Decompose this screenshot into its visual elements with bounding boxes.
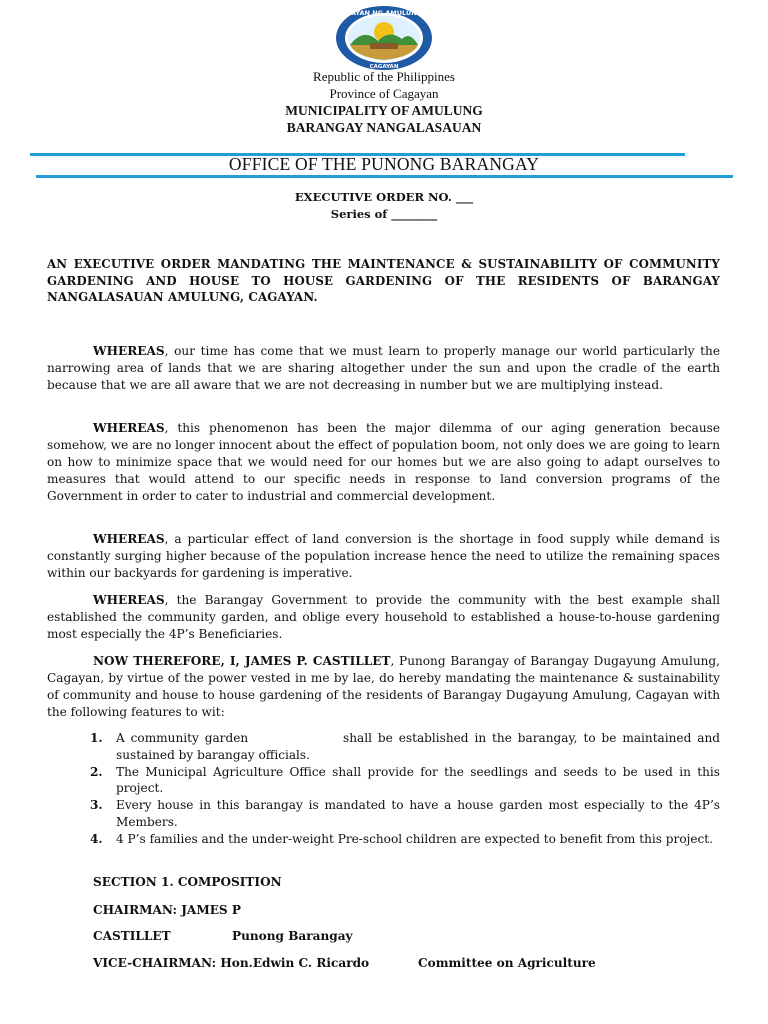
executive-order-title: AN EXECUTIVE ORDER MANDATING THE MAINTENANCE & SUSTAINABILITY OF COMMUNITY GARDENING AND HOUSE TO HOUSE GARDENING OF THE RESIDENTS OF BARANGAY NANGALASAUAN AMULUNG, CAGAYAN. bbox=[47, 257, 720, 304]
seal-top-text: BAYAN NG AMULUNG bbox=[346, 9, 422, 17]
list-number: 1. bbox=[90, 731, 103, 745]
features-list bbox=[90, 730, 724, 848]
seal-bottom-text: CAGAYAN bbox=[369, 64, 399, 70]
paragraph-text: , a particular effect of land conversion is the shortage in food supply while demand is constantly surging higher because of the population increase hence the need to utilize the remaining spaces within our backyards for gardening is imperative. bbox=[47, 532, 720, 580]
section-heading: SECTION 1. COMPOSITION bbox=[93, 875, 282, 889]
paragraph-lead: WHEREAS bbox=[93, 532, 165, 546]
paragraph-lead: WHEREAS bbox=[93, 421, 165, 435]
chairman-line: CHAIRMAN: JAMES P bbox=[93, 903, 241, 917]
list-text: 4 P’s families and the under-weight Pre-school children are expected to benefit from this project. bbox=[116, 831, 713, 846]
list-number: 3. bbox=[90, 798, 103, 813]
whereas-paragraph-2 bbox=[47, 420, 720, 505]
list-text: A community garden shall be established in the barangay, to be maintained and sustained by barangay officials. bbox=[116, 731, 724, 762]
list-item bbox=[90, 797, 720, 831]
list-item bbox=[90, 764, 720, 798]
letterhead-barangay: BARANGAY NANGALASAUAN bbox=[286, 120, 482, 135]
office-title: OFFICE OF THE PUNONG BARANGAY bbox=[228, 154, 540, 174]
whereas-paragraph-3 bbox=[47, 531, 720, 582]
paragraph-text: , the Barangay Government to provide the community with the best example shall established the community garden, and oblige every household to established a house-to-house gardening most especially the 4P’s Beneficiaries. bbox=[47, 593, 720, 641]
whereas-paragraph-4 bbox=[47, 592, 720, 643]
paragraph-lead: NOW THEREFORE, I, JAMES P. CASTILLET bbox=[93, 654, 391, 668]
vice-chairman-line: VICE-CHAIRMAN: Hon.Edwin C. Ricardo bbox=[93, 956, 370, 970]
letterhead-municipality: MUNICIPALITY OF AMULUNG bbox=[285, 103, 483, 118]
castillet-name: CASTILLET bbox=[93, 929, 171, 943]
paragraph-text: , Punong Barangay of Barangay Dugayung Amulung, Cagayan, by virtue of the power vested in me by lae, do hereby mandating the maintenance & sustainability of community and house to house gardening of the residents of Barangay Dugayung Amulung, Cagayan with the following features to wit: bbox=[47, 654, 720, 719]
executive-order-series: Series of ________ bbox=[330, 207, 438, 221]
list-number: 2. bbox=[90, 764, 103, 779]
executive-order-number: EXECUTIVE ORDER NO. ___ bbox=[294, 190, 474, 204]
now-therefore-paragraph bbox=[47, 653, 720, 721]
list-item bbox=[90, 730, 724, 764]
list-item bbox=[90, 831, 720, 848]
letterhead-republic: Republic of the Philippines bbox=[313, 69, 455, 84]
letterhead-province: Province of Cagayan bbox=[329, 86, 439, 101]
paragraph-text: , this phenomenon has been the major dilemma of our aging generation because somehow, we are no longer innocent about the effect of population boom, not only does we are going to learn on how to minimize space that we would need for our homes but we are also going to adapt ourselves to measures that would attend to our specific needs in response to land conversion programs of the Government in order to cater to industrial and commercial development. bbox=[47, 421, 720, 503]
list-number: 4. bbox=[90, 831, 103, 846]
paragraph-text: , our time has come that we must learn to properly manage our world particularly the narrowing area of lands that we are sharing altogether under the sun and upon the cradle of the earth because that we are all aware that we are not decreasing in number but we are multiplying instead. bbox=[47, 344, 720, 392]
municipal-seal-logo bbox=[334, 5, 434, 71]
whereas-paragraph-1 bbox=[47, 343, 720, 394]
list-text: Every house in this barangay is mandated to have a house garden most especially to the 4P’s Members. bbox=[116, 798, 720, 829]
paragraph-lead: WHEREAS bbox=[93, 593, 165, 607]
list-text: The Municipal Agriculture Office shall provide for the seedlings and seeds to be used in this project. bbox=[116, 764, 720, 796]
header-rule-bottom bbox=[36, 175, 733, 178]
vice-chairman-role: Committee on Agriculture bbox=[418, 956, 596, 970]
castillet-role: Punong Barangay bbox=[232, 929, 353, 943]
paragraph-lead: WHEREAS bbox=[93, 344, 165, 358]
